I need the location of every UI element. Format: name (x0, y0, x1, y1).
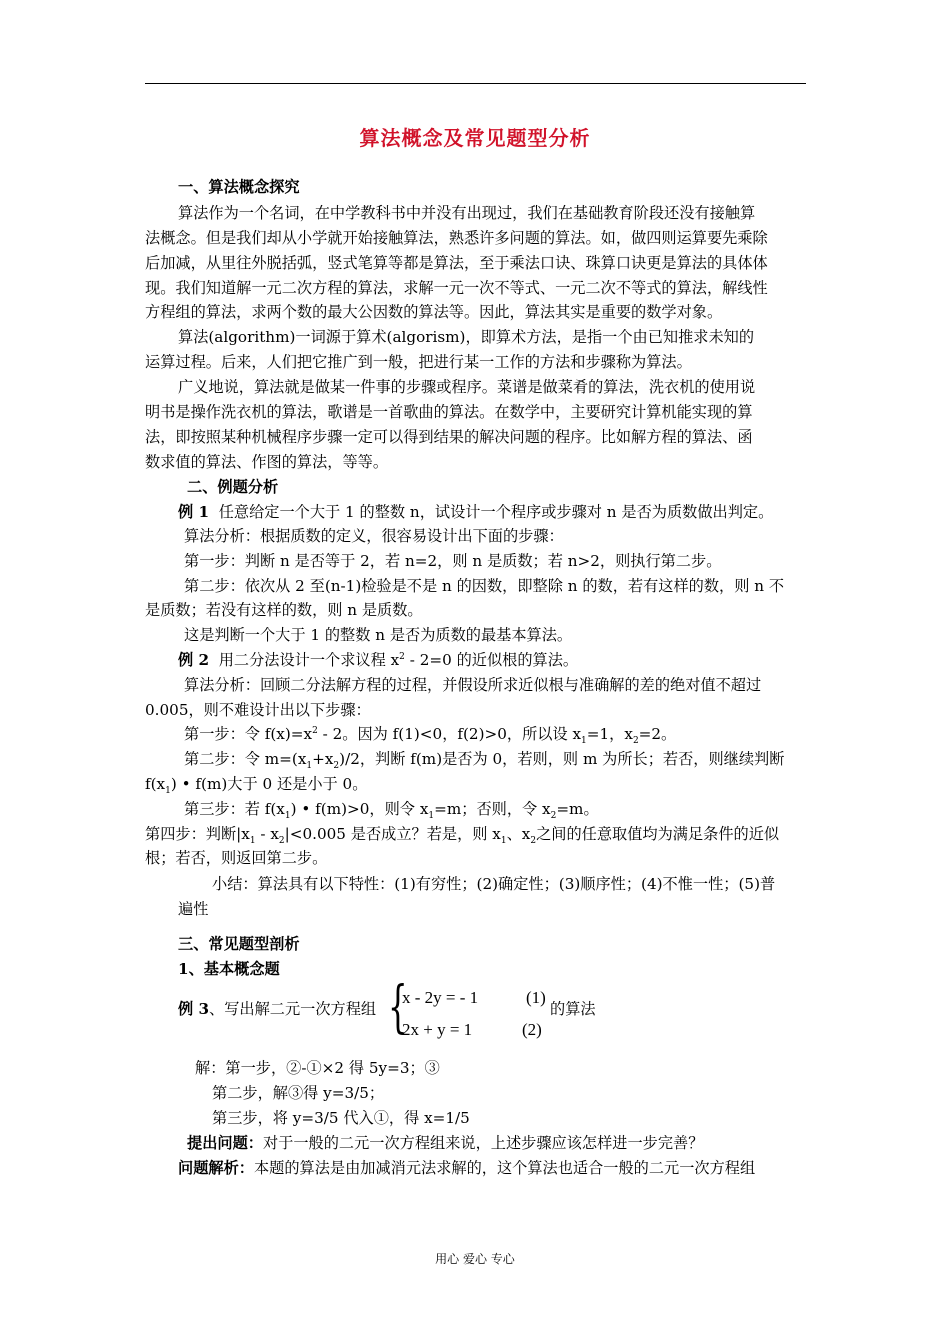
paragraph-line: 算法(algorithm)一词源于算术(algorism)，即算术方法，是指一个由已知推求未知的 (178, 328, 755, 346)
example1-label: 例 1 (178, 503, 210, 521)
paragraph-line: 运算过程。后来，人们把它推广到一般，把进行某一工作的方法和步骤称为算法。 (145, 353, 692, 371)
question-label: 提出问题： (187, 1134, 263, 1152)
analysis-label: 问题解析： (178, 1159, 254, 1177)
example3-line: 例 3、写出解二元一次方程组 (178, 1000, 377, 1018)
example3-after: 的算法 (550, 1000, 596, 1018)
example2-step3: 第三步：若 $f(x_1)$ • f(m)>0，则令 $x_1=m$；否则，令 $x_2=m$。 (184, 800, 599, 822)
section1-heading: 一、算法概念探究 (178, 178, 300, 196)
example2-step2: 第二步：令 $m=(x_1+x_2)/2$，判断 f(m)是否为 0，若则，则 m 为所长；若否，则继续判断 (184, 750, 785, 772)
page-title: 算法概念及常见题型分析 (359, 126, 591, 150)
summary: 小结：算法具有以下特性：(1)有穷性；(2)确定性；(3)顺序性；(4)不惟一性；(5)普 (212, 875, 776, 893)
example1-line (178, 502, 773, 522)
solution-step1: 解：第一步，②-①×2 得 5y=3；③ (195, 1059, 440, 1077)
example2-step4-cont: 根；若否，则返回第二步。 (145, 849, 328, 867)
example2-step2-cont: $f(x_1)$ • f(m)大于 0 还是小于 0。 (145, 775, 368, 797)
paragraph-line: 后加减，从里往外脱括弧，竖式笔算等都是算法，至于乘法口诀、珠算口诀更是算法的具体体 (145, 254, 768, 272)
example1-conclusion: 这是判断一个大于 1 的整数 n 是否为质数的最基本算法。 (184, 626, 573, 644)
example1-text: 任意给定一个大于 1 的整数 n，试设计一个程序或步骤对 n 是否为质数做出判定。 (218, 503, 774, 521)
example1-step1: 第一步：判断 n 是否等于 2，若 n=2，则 n 是质数；若 n>2，则执行第二步。 (184, 552, 722, 570)
equation-2: 2x + y = 1 (2) (402, 1020, 542, 1039)
example2-step1: 第一步：令 $f(x)=x^2 - 2$。因为 f(1)<0，f(2)>0，所以设 $x_1=1$，$x_2=2$。 (184, 725, 677, 747)
example2-analysis: 算法分析：回顾二分法解方程的过程，并假设所求近似根与准确解的差的绝对值不超过 (184, 676, 762, 694)
equation-1: x - 2y = - 1 (1) (402, 988, 546, 1007)
example2-line: 例 2 用二分法设计一个求议程 $x^2 - 2=0$ 的近似根的算法。 (178, 651, 579, 669)
example1-analysis: 算法分析：根据质数的定义，很容易设计出下面的步骤： (184, 527, 564, 545)
equation-system (388, 975, 558, 1048)
paragraph-line: 广义地说，算法就是做某一件事的步骤或程序。菜谱是做菜肴的算法，洗衣机的使用说 (178, 378, 756, 396)
paragraph-line: 明书是操作洗衣机的算法，歌谱是一首歌曲的算法。在数学中，主要研究计算机能实现的算 (145, 403, 753, 421)
example2-analysis-cont: 0.005，则不难设计出以下步骤： (145, 701, 371, 719)
paragraph-line: 数求值的算法、作图的算法，等等。 (145, 453, 388, 471)
section2-heading: 二、例题分析 (187, 478, 279, 496)
brace: { (388, 975, 408, 1040)
paragraph-line: 现。我们知道解一元二次方程的算法，求解一元一次不等式、一元二次不等式的算法，解线性 (145, 279, 768, 297)
paragraph-line: 法，即按照某种机械程序步骤一定可以得到结果的解决问题的程序。比如解方程的算法、函 (145, 428, 753, 446)
question-line: 提出问题：对于一般的二元一次方程组来说，上述步骤应该怎样进一步完善？ (187, 1134, 704, 1152)
analysis-line: 问题解析：本题的算法是由加减消元法求解的，这个算法也适合一般的二元一次方程组 (178, 1159, 756, 1177)
solution-step2: 第二步，解③得 y=3/5； (212, 1084, 385, 1102)
example1-step2-cont: 是质数；若没有这样的数，则 n 是质数。 (145, 601, 423, 619)
paragraph-line: 算法作为一个名词，在中学教科书中并没有出现过，我们在基础教育阶段还没有接触算 (178, 204, 756, 222)
example1-step2: 第二步：依次从 2 至(n-1)检验是不是 n 的因数，即整除 n 的数，若有这样的数，则 n 不 (184, 577, 785, 595)
example2-label: 例 2 (178, 651, 210, 669)
summary-cont: 遍性 (178, 900, 209, 918)
subsection-heading: 1、基本概念题 (178, 960, 280, 978)
section3-heading: 三、常见题型剖析 (178, 935, 300, 953)
paragraph-line: 方程组的算法，求两个数的最大公因数的算法等。因此，算法其实是重要的数学对象。 (145, 303, 723, 321)
paragraph-line: 法概念。但是我们却从小学就开始接触算法，熟悉许多问题的算法。如，做四则运算要先乘除 (145, 229, 768, 247)
example3-label: 例 3 (178, 1000, 210, 1018)
solution-step3: 第三步，将 y=3/5 代入①，得 x=1/5 (212, 1109, 470, 1127)
header-rule (145, 83, 806, 84)
example2-step4: 第四步：判断$|x_1 - x_2|<0.005$ 是否成立？若是，则 $x_1$、$x_2$之间的任意取值均为满足条件的近似 (145, 825, 780, 847)
page-footer: 用心 爱心 专心 (435, 1252, 515, 1266)
